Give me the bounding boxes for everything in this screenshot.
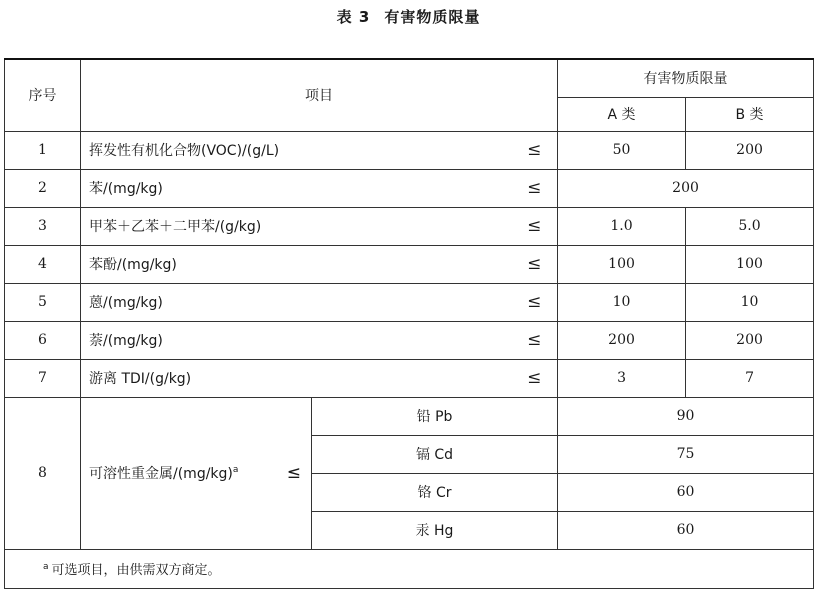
metal-value: 90 xyxy=(558,397,814,435)
table-row xyxy=(5,207,814,245)
row-item: 甲苯＋乙苯＋二甲苯/(g/kg) xyxy=(81,207,512,245)
table-title: 有害物质限量 xyxy=(384,8,481,26)
row-item: 游离 TDI/(g/kg) xyxy=(81,359,512,397)
table-caption xyxy=(0,6,817,27)
metal-value: 60 xyxy=(558,511,814,549)
table-row xyxy=(5,131,814,169)
metal-name: 汞 Hg xyxy=(312,511,558,549)
heavy-metal-item-label: 可溶性重金属/(mg/kg) xyxy=(89,466,233,482)
row-seq: 5 xyxy=(5,283,81,321)
header-class-b: B 类 xyxy=(686,97,814,131)
table-row xyxy=(5,169,814,207)
table-row xyxy=(5,321,814,359)
row-class-a-value: 200 xyxy=(558,321,686,359)
footnote xyxy=(5,549,814,588)
table-row xyxy=(5,359,814,397)
row-operator: ≤ xyxy=(286,463,301,483)
metal-name: 铅 Pb xyxy=(312,397,558,435)
footnote-marker: a xyxy=(232,465,239,476)
metal-value: 60 xyxy=(558,473,814,511)
row-seq: 6 xyxy=(5,321,81,359)
row-class-a-value: 1.0 xyxy=(558,207,686,245)
row-class-ab-value: 200 xyxy=(558,169,814,207)
metal-value: 75 xyxy=(558,435,814,473)
table-row xyxy=(5,283,814,321)
header-item: 项目 xyxy=(81,59,558,131)
row-item: 挥发性有机化合物(VOC)/(g/L) xyxy=(81,131,512,169)
metal-name: 铬 Cr xyxy=(312,473,558,511)
row-seq: 2 xyxy=(5,169,81,207)
row-operator: ≤ xyxy=(512,131,558,169)
footnote-text: 可选项目，由供需双方商定。 xyxy=(51,563,221,578)
heavy-metal-row xyxy=(5,397,814,435)
row-item: 苯酚/(mg/kg) xyxy=(81,245,512,283)
row-class-b-value: 200 xyxy=(686,131,814,169)
row-seq: 8 xyxy=(5,397,81,549)
row-seq: 1 xyxy=(5,131,81,169)
row-class-a-value: 3 xyxy=(558,359,686,397)
header-limit-group: 有害物质限量 xyxy=(558,59,814,97)
row-operator: ≤ xyxy=(512,283,558,321)
row-class-b-value: 200 xyxy=(686,321,814,359)
row-class-b-value: 10 xyxy=(686,283,814,321)
table-row xyxy=(5,245,814,283)
row-class-b-value: 5.0 xyxy=(686,207,814,245)
footnote-mark: a xyxy=(43,561,49,572)
row-class-a-value: 10 xyxy=(558,283,686,321)
row-class-a-value: 100 xyxy=(558,245,686,283)
row-item: 苯/(mg/kg) xyxy=(81,169,512,207)
row-seq: 7 xyxy=(5,359,81,397)
footnote-row xyxy=(5,549,814,588)
row-class-b-value: 7 xyxy=(686,359,814,397)
row-operator: ≤ xyxy=(512,321,558,359)
heavy-metal-item xyxy=(81,397,312,549)
row-class-a-value: 50 xyxy=(558,131,686,169)
header-class-a: A 类 xyxy=(558,97,686,131)
header-row xyxy=(5,59,814,97)
hazardous-substance-limits-table xyxy=(4,58,814,589)
table-number: 表 3 xyxy=(336,8,371,26)
row-operator: ≤ xyxy=(512,359,558,397)
row-item: 蒽/(mg/kg) xyxy=(81,283,512,321)
metal-name: 镉 Cd xyxy=(312,435,558,473)
row-seq: 3 xyxy=(5,207,81,245)
header-seq: 序号 xyxy=(5,59,81,131)
row-operator: ≤ xyxy=(512,245,558,283)
row-operator: ≤ xyxy=(512,169,558,207)
row-class-b-value: 100 xyxy=(686,245,814,283)
row-item: 萘/(mg/kg) xyxy=(81,321,512,359)
row-operator: ≤ xyxy=(512,207,558,245)
row-seq: 4 xyxy=(5,245,81,283)
